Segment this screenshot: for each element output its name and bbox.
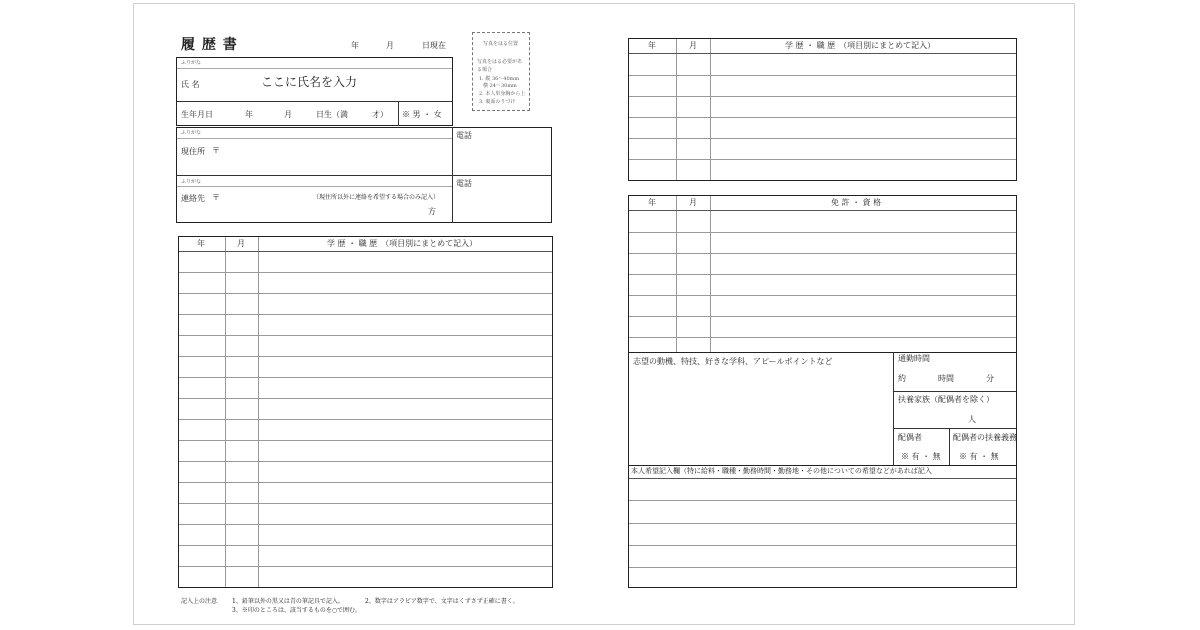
motivation-box xyxy=(628,352,1017,466)
address-contact-divider xyxy=(177,175,551,176)
commute-minutes: 分 xyxy=(986,374,994,383)
contact-note: （現住所以外に連絡を希望する場合のみ記入） xyxy=(313,194,440,201)
photo-title: 写真をはる位置 xyxy=(483,41,519,47)
name-input[interactable]: ここに氏名を入力 xyxy=(261,75,358,89)
table-row-line xyxy=(629,523,1016,524)
photo-line2: る場合 xyxy=(477,67,493,73)
history-right-title-header: 学 歴 ・ 職 歴 （項目別にまとめて記入） xyxy=(785,41,936,50)
gender-divider xyxy=(398,101,399,126)
history-table-left xyxy=(178,236,553,588)
notes-label: 記入上の注意 xyxy=(181,598,218,605)
gender-options[interactable]: ※ 男 ・ 女 xyxy=(402,110,442,119)
table-row-line xyxy=(179,251,552,252)
table-row-line xyxy=(629,96,1016,97)
table-row-line xyxy=(179,272,552,273)
table-row-line xyxy=(629,159,1016,160)
wishes-table xyxy=(628,465,1017,588)
commute-label: 通勤時間 xyxy=(898,354,930,363)
date-month-label: 月 xyxy=(386,41,394,50)
table-row-line xyxy=(629,138,1016,139)
date-year-label: 年 xyxy=(351,41,359,50)
history-left-year-header: 年 xyxy=(197,239,205,248)
col-divider-month xyxy=(258,237,259,587)
name-birth-divider xyxy=(177,101,452,102)
licenses-table xyxy=(628,195,1017,353)
history-left-month-header: 月 xyxy=(237,239,245,248)
postal-mark-current: 〒 xyxy=(212,146,220,155)
current-address-label: 現住所 xyxy=(181,147,205,156)
table-row-line xyxy=(179,461,552,462)
commute-approx: 約 xyxy=(898,374,906,383)
table-row-line xyxy=(629,316,1016,317)
commute-divider xyxy=(894,391,1016,392)
birth-day-label: 日生（満 xyxy=(316,110,348,119)
birth-label: 生年月日 xyxy=(181,110,213,119)
history-left-title-header: 学 歴 ・ 職 歴 （項目別にまとめて記入） xyxy=(327,239,478,248)
phone-label-current: 電話 xyxy=(456,131,472,140)
photo-item1: 1. 縦 36〜40mm xyxy=(479,76,520,82)
table-row-line xyxy=(629,274,1016,275)
note-2: 2、数字はアラビア数字で、文字はくずさず正確に書く。 xyxy=(365,598,519,605)
photo-item4: 3. 裏面のりづけ xyxy=(479,99,516,105)
wishes-label: 本人希望記入欄（特に給料・職種・勤務時間・勤務地・その他についての希望などがあれば記入 xyxy=(631,467,932,475)
table-row-line xyxy=(629,567,1016,568)
history-right-year-header: 年 xyxy=(648,41,656,50)
licenses-year-header: 年 xyxy=(648,198,656,207)
table-row-line xyxy=(629,117,1016,118)
table-row-line xyxy=(179,503,552,504)
col-divider-year xyxy=(225,237,226,587)
history-right-month-header: 月 xyxy=(689,41,697,50)
table-row-line xyxy=(179,419,552,420)
table-row-line xyxy=(629,53,1016,54)
photo-item3: 2. 本人単身胸から上 xyxy=(479,91,526,97)
table-row-line xyxy=(179,335,552,336)
date-day-label: 日現在 xyxy=(422,41,446,50)
table-row-line xyxy=(179,440,552,441)
table-row-line xyxy=(629,75,1016,76)
table-row-line xyxy=(629,337,1016,338)
table-row-line xyxy=(629,253,1016,254)
note-1: 1、鉛筆以外の黒又は青の筆記具で記入。 xyxy=(232,598,344,605)
birth-month-label: 月 xyxy=(284,110,292,119)
history-table-right xyxy=(628,38,1017,181)
contact-furigana-label: ふりがな xyxy=(181,179,202,185)
contact-furigana-divider xyxy=(177,186,452,187)
name-furigana-label: ふりがな xyxy=(181,60,202,66)
table-row-line xyxy=(179,314,552,315)
table-row-line xyxy=(179,377,552,378)
spouse-divider xyxy=(949,428,950,466)
table-row-line xyxy=(629,545,1016,546)
spouse-label: 配偶者 xyxy=(898,433,922,442)
table-row-line xyxy=(179,398,552,399)
note-3: 3、※印のところは、該当するものを○で囲む。 xyxy=(232,607,362,614)
address-furigana-label: ふりがな xyxy=(181,130,202,136)
postal-mark-contact: 〒 xyxy=(212,193,220,202)
table-row-line xyxy=(629,232,1016,233)
spouse-support-options[interactable]: ※ 有 ・ 無 xyxy=(959,452,999,461)
kata-label: 方 xyxy=(428,207,436,216)
photo-item2: 横 24〜30mm xyxy=(483,83,517,89)
table-row-line xyxy=(179,566,552,567)
licenses-month-header: 月 xyxy=(689,198,697,207)
table-row-line xyxy=(179,482,552,483)
table-row-line xyxy=(629,210,1016,211)
dependents-label: 扶養家族（配偶者を除く） xyxy=(898,395,994,404)
address-furigana-divider xyxy=(177,138,452,139)
motivation-side-divider xyxy=(893,352,894,466)
table-row-line xyxy=(629,500,1016,501)
dependents-unit: 人 xyxy=(968,415,976,424)
table-row-line xyxy=(179,524,552,525)
motivation-label: 志望の動機、特技、好きな学科、アピールポイントなど xyxy=(633,357,833,366)
birth-year-label: 年 xyxy=(245,110,253,119)
licenses-title-header: 免 許 ・ 資 格 xyxy=(831,198,882,207)
commute-hours: 時間 xyxy=(938,374,954,383)
dependents-divider xyxy=(894,428,1016,429)
page-title: 履 歴 書 xyxy=(181,37,238,53)
furigana-divider xyxy=(177,68,452,69)
table-row-line xyxy=(629,478,1016,479)
table-row-line xyxy=(179,293,552,294)
table-row-line xyxy=(629,295,1016,296)
birth-age-label: 才） xyxy=(372,110,388,119)
table-row-line xyxy=(179,356,552,357)
phone-label-contact: 電話 xyxy=(456,179,472,188)
photo-line1: 写真をはる必要があ xyxy=(477,59,523,65)
spouse-support-label: 配偶者の扶養義務 xyxy=(953,433,1017,442)
spouse-options[interactable]: ※ 有 ・ 無 xyxy=(901,452,941,461)
name-label: 氏 名 xyxy=(181,80,200,89)
table-row-line xyxy=(179,545,552,546)
contact-address-label: 連絡先 xyxy=(181,194,205,203)
